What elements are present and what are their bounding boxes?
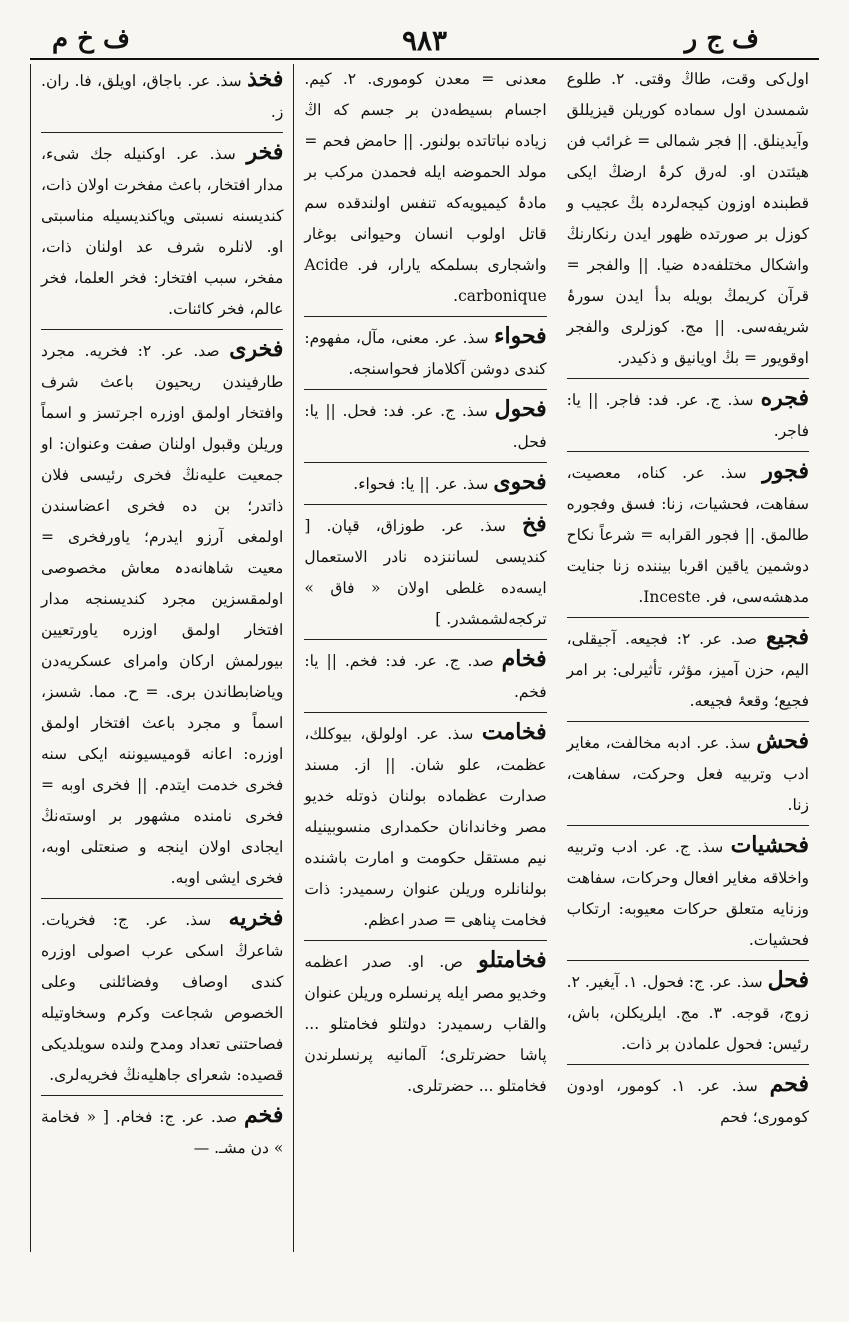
entry-definition: سذ. عر. اوکنیله جك شیء، مدار افتخار، باعث مفخرت اولان ذات، کندیسنه نسبتی ویاکندیسیله مناسبتی او. لانلره شرف عد اولنان ذات، مفخر، سبب افتخار: فخر العلما، فخر عالم، فخر کائنات. (41, 145, 284, 318)
entry-definition: سذ. عر. طوزاق، قپان. [ کندیسی لساننزده نادر الاستعمال ایسەده غلطی اولان « فاق » ترکجەلشمشدر. ] (304, 517, 547, 628)
entry-headword: فخامتلو (478, 947, 547, 973)
entry-definition: سذ. ج. عر. فد: فحل. || یا: فحل. (304, 402, 547, 451)
entry-definition: سذ. عر. ادبه مخالفت، مغایر ادب وتربیه فعل وحرکت، سفاهت، زنا. (566, 734, 809, 814)
dictionary-entry (304, 639, 546, 708)
entry-definition: صد. عر. ج: فخام. [ « فخامة » دن مشـ. — (41, 1108, 284, 1157)
entry-definition: سذ. عر. ج: فخریات. شاعرڭ اسکی عرب اصولی اوزره کندی اوصاف وفضائلنی وعلی الخصوص شجاعت وکرم وسخاوتیله فصاحتنی تعداد ومدح ولنده سویلدیکی قصیده: شعرای جاهلیەنڭ فخریەلری. (41, 911, 284, 1084)
entry-definition: سذ. عر. ١. کومور، اودون کوموری؛ فحم (566, 1077, 809, 1126)
entry-definition: سذ. عر. ج: فحول. ١. آیغیر. ٢. زوج، قوجه. ٣. مج. ایلریکلن، باش، رئیس: فحول علمادن بر ذات. (566, 973, 809, 1053)
entry-headword: فجور (762, 458, 809, 484)
entry-definition: سذ. عر. باجاق، اویلق، فا. ران. ز. (41, 72, 284, 121)
page-number: ٩٨٣ (401, 24, 448, 57)
entry-headword: فخ (521, 511, 547, 537)
entry-headword: فحوی (493, 469, 547, 495)
entry-definition: سذ. عر. اولولق، بیوکلك، عظمت، علو شان. || از. مسند صدارت عظماده بولنان ذوتله خدیو مصر وخاندانان حکمداری منسوبینیله نیم مستقل حکومت و امارت باشنده بولنانلره وریلن عنوان رسمیدر: ذات فخامت پناهی = صدر اعظم. (304, 725, 547, 929)
entry-definition: صد. ج. عر. فد: فخم. || یا: فخم. (304, 652, 547, 701)
entry-headword: فخم (243, 1102, 284, 1128)
dictionary-entry (304, 712, 546, 936)
entry-headword: فخری (229, 336, 284, 362)
dictionary-entry (304, 462, 546, 500)
dictionary-entry (41, 64, 283, 128)
header-letters-left: ف خ م (52, 24, 130, 54)
page-header (30, 18, 819, 60)
dictionary-entry (567, 64, 809, 374)
dictionary-entry (304, 389, 546, 458)
dictionary-entry (304, 940, 546, 1102)
dictionary-entry (567, 617, 809, 717)
dictionary-entry (41, 329, 283, 894)
dictionary-entry (567, 451, 809, 613)
text-columns (30, 64, 819, 1252)
column-middle (293, 64, 556, 1252)
dictionary-entry (304, 316, 546, 385)
entry-definition: سذ. ج. عر. ادب وتربیه واخلاقه مغایر افعال وحرکات، سفاهت وزنایه متعلق حرکات معیوبه: ارتکاب فحشیات. (566, 838, 809, 949)
column-right (557, 64, 819, 1252)
entry-definition: سذ. ج. عر. فد: فاجر. || یا: فاجر. (566, 391, 809, 440)
entry-headword: فحل (767, 967, 809, 993)
entry-definition: صد. عر. ٢: فخریه. مجرد طارفیندن ریحیون باعث شرف وافتخار اولمق اوزره اجرتسز و اسماً وریلن وقبول اولنان صفت وعنوان: او جمعیت علیەنڭ فخری رئیسی فلان ذاتدر؛ بن ده فخری اعضاسندن اولمغی آرزو ایدرم؛ یاورفخری = معیت شاهانەدہ معاش مخصوصی اولمقسزین مجرد کندیسنجه مدار افتخار اولمق اوزره یاورتعیین بیورلمش ارکان وامرای عسکریەدن ویاضابطاندن بری. = ح. مما. شسز، اسماً و مجرد باعث افتخار اولمق اوزره: اعانه قومیسیوننه ایکی سنه فخری خدمت ایتدم. || فخری اوبه = فخری نامنده مشهور بر اوستەنڭ ایجادی اولان اینجه و صنعتلی اوبه، فخری ایشی اوبه. (41, 342, 284, 887)
entry-headword: فجره (760, 385, 810, 411)
entry-headword: فخذ (247, 66, 284, 92)
entry-definition: اول‌کی وقت، طاڭ وقتی. ٢. طلوع شمسدن اول سماده کوریلن قیزیللق وآیدینلق. || فجر شمالی = غرائب فن هیئتدن او. لەرق کرۂ ارضڭ ایکی قطبندہ اوزون کیجەلردہ بڭ عجیب و کوزل بر صورتده ظهور ایدن رنکارنڭ واشکال مختلفەدہ ضیا. || والفجر = قرآن کریمڭ بویله بدأ ایدن سورۂ شریفەسی. || مج. کوزلری والفجر اوقویور = بڭ اویانیق و ذکیدر. (566, 70, 809, 367)
dictionary-entry (567, 378, 809, 447)
entry-headword: فخامت (481, 719, 547, 745)
dictionary-entry (567, 1064, 809, 1133)
entry-headword: فخر (246, 139, 284, 165)
dictionary-entry (567, 825, 809, 956)
entry-definition: سذ. عر. معنی، مآل، مفهوم: کندی دوشن آکلاماز فحواسنجه. (304, 329, 547, 378)
dictionary-entry (41, 132, 283, 325)
dictionary-entry (304, 64, 546, 312)
entry-headword: فحشیات (730, 832, 809, 858)
entry-definition: معدنی = معدن کوموری. ٢. کیم. اجسام بسیطەدن بر جسم که اڭ زیاده نباتاتده بولنور. || حامض فحم = مولد الحموضه ایله فحمدن مرکب بر مادۂ کیمیویه‌که تنفس اولندقده سم قاتل اولوب انسان وحیوانی بوغار واشجاری بسلمکه یارار، فر. Acide carbonique. (304, 70, 547, 305)
entry-headword: فحش (756, 728, 809, 754)
entry-headword: فخریه (228, 905, 284, 931)
dictionary-entry (41, 898, 283, 1091)
header-letters-right: ف ج ر (684, 24, 759, 54)
column-left (30, 64, 293, 1252)
dictionary-entry (41, 1095, 283, 1164)
entry-headword: فجیع (765, 624, 810, 650)
dictionary-entry (304, 504, 546, 635)
entry-definition: صد. عر. ٢: فجیعه. آجیقلی، الیم، حزن آمیز، مؤثر، تأثیرلی: بر امر فجیع؛ وقعۂ فجیعه. (566, 630, 809, 710)
dictionary-entry (567, 721, 809, 821)
entry-headword: فحم (769, 1071, 809, 1097)
entry-headword: فخام (501, 646, 547, 672)
dictionary-entry (567, 960, 809, 1060)
entry-headword: فحول (494, 396, 547, 422)
entry-definition: ص. او. صدر اعظمه وخدیو مصر ایله پرنسلره وریلن عنوان والقاب رسمیدر: دولتلو فخامتلو ... پاشا حضرتلری؛ آلمانیه پرنسلرندن فخامتلو ... حضرتلری. (304, 953, 547, 1095)
entry-definition: سذ. عر. کناه، معصیت، سفاهت، فحشیات، زنا: فسق وفجوره طالمق. || فجور القرابه = شرعاً نکاح دوشمین یاقین اقربا بیننده زنا جنایت مدهشەسی، فر. Inceste. (566, 464, 809, 606)
entry-definition: سذ. عر. || یا: فحواء. (353, 475, 489, 493)
entry-headword: فحواء (494, 323, 547, 349)
